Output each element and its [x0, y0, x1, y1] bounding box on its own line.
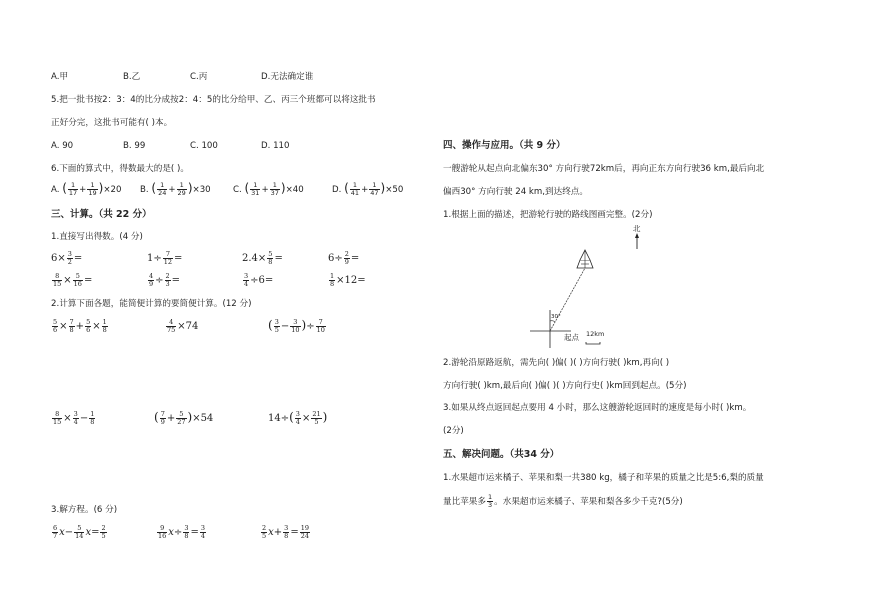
equation-item: $\frac{6}{7}$ x− $\frac{5}{14}$ x= $\frac{2}{5}$: [53, 524, 106, 540]
calc-item: $\frac{8}{15}$ × $\frac{5}{16}$ =: [53, 272, 93, 288]
section5-title: 五、解决问题。（共34 分）: [443, 449, 560, 460]
q5-option-a: A. 90: [51, 141, 74, 151]
calc-item: $\frac{3}{4}$ ÷6=: [244, 272, 274, 288]
scale-label: 12km: [586, 330, 605, 338]
q4-option-d: D.无法确定谁: [261, 72, 314, 82]
q5-stem-line2: 正好分完，这批书可能有( )本。: [51, 118, 173, 128]
calc-item: $\frac{5}{6}$ × $\frac{7}{8}$ + $\frac{5}{6}$ × $\frac{1}{8}$: [53, 318, 107, 334]
calc-item: $\frac{8}{15}$ × $\frac{3}{4}$ − $\frac{1}{8}$: [53, 410, 95, 426]
calc-item: $\frac{1}{8}$ ×12=: [330, 272, 366, 288]
fraction: $\frac{1}{31}$: [251, 181, 260, 197]
north-label: 北: [633, 224, 641, 233]
fraction: $\frac{1}{47}$: [370, 181, 379, 197]
section4-text-line1: 一艘游轮从起点向北偏东30° 方向行驶72km后，再向正东方向行驶36 km,最后向北: [443, 164, 765, 174]
section4-q3-line1: 3.如果从终点返回起点要用 4 小时，那么这艘游轮返回时的速度是每小时( )km。: [443, 403, 752, 413]
fraction: $\frac{1}{19}$: [88, 181, 97, 197]
calc-item: 6× $\frac{3}{2}$ =: [51, 250, 83, 266]
section4-q3-line2: (2分): [443, 426, 464, 436]
section3-q3-stem: 3.解方程。(6 分): [51, 505, 118, 515]
q5-option-c: C. 100: [190, 141, 218, 151]
q6-option-d: D. ( $\frac{1}{41}$ + $\frac{1}{47}$ )×50: [332, 181, 404, 197]
section5-q1-line2: 量比苹果多 $\frac{1}{3}$ 。水果超市运来橘子、苹果和梨各多少千克?(5分): [443, 493, 683, 509]
section3-title: 三、计算。（共 22 分）: [51, 209, 152, 220]
calc-item: 14÷( $\frac{3}{4}$ × $\frac{21}{5}$ ): [268, 410, 328, 426]
fraction: $\frac{1}{29}$: [177, 181, 186, 197]
section3-q1-stem: 1.直接写出得数。(4 分): [51, 232, 143, 242]
equation-item: $\frac{2}{5}$ x+ $\frac{3}{8}$ = $\frac{19}{24}$: [262, 524, 309, 540]
q5-option-d: D. 110: [261, 141, 290, 151]
scale-bar: [586, 342, 600, 344]
fraction: $\frac{1}{24}$: [158, 181, 167, 197]
calc-item: $\frac{4}{9}$ ÷ $\frac{2}{3}$ =: [149, 272, 181, 288]
start-point-label: 起点: [564, 333, 579, 342]
q6-option-b-letter: B.: [140, 185, 149, 195]
q6-option-a-letter: A.: [51, 185, 60, 195]
q5-option-b: B. 99: [123, 141, 146, 151]
q6-stem: 6.下面的算式中，得数最大的是( )。: [51, 164, 189, 174]
section5-q1-line1: 1.水果超市运来橘子、苹果和梨一共380 kg，橘子和苹果的质量之比是5:6,梨的质量: [443, 473, 764, 483]
calc-item: 6÷ $\frac{2}{9}$ =: [328, 250, 360, 266]
equation-item: $\frac{9}{16}$ x÷ $\frac{3}{8}$ = $\frac{3}{4}$: [158, 524, 205, 540]
calc-item: $\frac{4}{75}$ ×74: [167, 318, 199, 334]
section4-title: 四、操作与应用。（共 9 分）: [443, 140, 566, 151]
calc-item: ( $\frac{3}{5}$ − $\frac{3}{10}$ )÷ $\frac{7}{10}$: [268, 318, 325, 334]
q6-option-c-letter: C.: [233, 185, 242, 195]
q6-option-b: B. ( $\frac{1}{24}$ + $\frac{1}{29}$ )×30: [140, 181, 211, 197]
fraction: $\frac{1}{41}$: [350, 181, 360, 197]
calc-item: ( $\frac{7}{9}$ + $\frac{5}{27}$ )×54: [154, 410, 214, 426]
route-line: [550, 268, 585, 331]
q4-option-a: A.甲: [51, 72, 69, 82]
section4-q2-line1: 2.游轮沿原路返航，需先向( )偏( )( )方向行驶( )km,再向( ): [443, 358, 670, 368]
calc-item: 2.4× $\frac{5}{8}$ =: [242, 250, 283, 266]
q4-option-c: C.丙: [190, 72, 208, 82]
section4-q2-line2: 方向行驶( )km,最后向( )偏( )( )方向行史( )km回到起点。(5分): [443, 381, 687, 391]
fraction: $\frac{1}{37}$: [270, 181, 279, 197]
q6-option-c: C. ( $\frac{1}{31}$ + $\frac{1}{37}$ )×40: [233, 181, 304, 197]
angle-label: 30°: [551, 314, 561, 320]
q6-option-a: A. ( $\frac{1}{17}$ + $\frac{1}{19}$ )×20: [51, 181, 122, 197]
section4-text-line2: 偏西30° 方向行驶 24 km,到达终点。: [443, 187, 588, 197]
ship-icon: [577, 250, 593, 268]
section3-q2-stem: 2.计算下面各题，能简便计算的要简便计算。(12 分): [51, 299, 252, 309]
fraction: $\frac{1}{17}$: [68, 181, 78, 197]
fraction: $\frac{1}{3}$: [487, 493, 493, 509]
calc-item: 1÷ $\frac{7}{12}$ =: [147, 250, 183, 266]
section4-q1-stem: 1.根据上面的描述，把游轮行驶的路线图画完整。(2分): [443, 210, 653, 220]
q4-option-b: B.乙: [123, 72, 141, 82]
q5-stem-line1: 5.把一批书按2：3：4的比分成按2：4：5的比分给甲、乙、丙三个班都可以将这批书: [51, 95, 376, 105]
q6-option-d-letter: D.: [332, 185, 342, 195]
